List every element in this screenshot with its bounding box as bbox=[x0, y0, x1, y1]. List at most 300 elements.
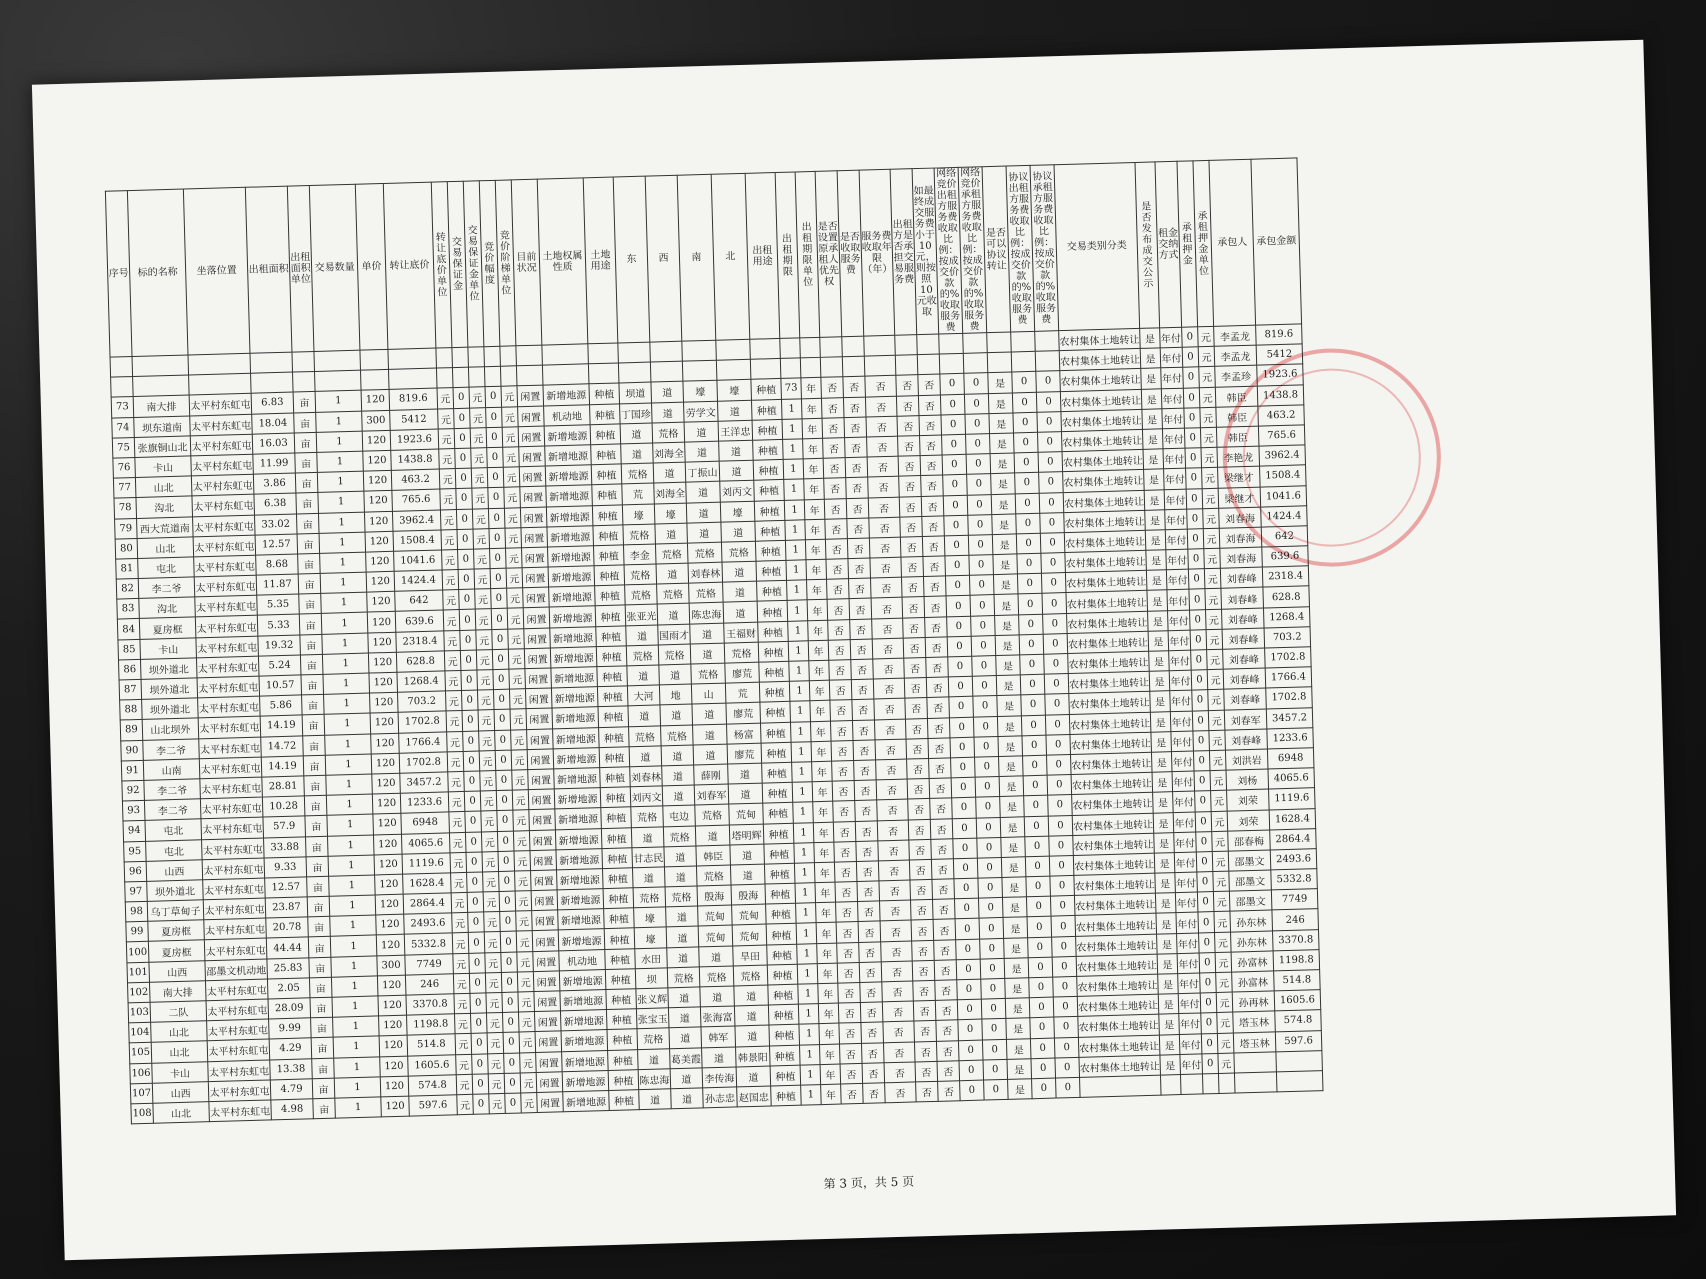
table-cell: 0 bbox=[1186, 468, 1203, 489]
table-cell: 农村集体土地转让 bbox=[1067, 611, 1149, 633]
table-cell: 年 bbox=[807, 600, 828, 621]
table-cell: 0 bbox=[1038, 452, 1063, 473]
table-cell: 元 bbox=[1206, 629, 1223, 650]
table-cell: 4.29 bbox=[269, 1038, 312, 1059]
table-cell: 农村集体土地转让 bbox=[1072, 793, 1154, 815]
table-cell: 年 bbox=[817, 943, 838, 964]
table-cell: 107 bbox=[130, 1083, 153, 1104]
table-cell bbox=[939, 333, 964, 354]
table-cell: 刘海全 bbox=[654, 482, 687, 503]
table-cell: 1 bbox=[324, 713, 371, 734]
table-cell bbox=[1276, 1050, 1323, 1071]
table-cell: 否 bbox=[850, 639, 873, 660]
table-cell: 陈忠海 bbox=[689, 603, 724, 624]
table-cell: 闲置 bbox=[536, 1051, 563, 1072]
column-header: 序号 bbox=[105, 191, 132, 358]
table-cell: 元 bbox=[489, 1093, 506, 1114]
table-cell: 农村集体土地转让 bbox=[1068, 671, 1150, 693]
column-header: 出租期限单位 bbox=[795, 171, 820, 337]
table-cell: 闲置 bbox=[526, 708, 553, 729]
table-cell bbox=[360, 349, 389, 370]
table-cell: 否 bbox=[834, 841, 857, 862]
table-cell: 0 bbox=[461, 670, 478, 691]
table-cell: 年 bbox=[803, 438, 824, 459]
table-cell: 王洋忠 bbox=[718, 420, 753, 441]
table-cell: 0 bbox=[954, 898, 979, 919]
table-cell: 新增地源 bbox=[560, 990, 607, 1011]
table-cell: 是 bbox=[1144, 489, 1165, 510]
table-cell: 荒甸 bbox=[732, 924, 767, 945]
table-cell bbox=[750, 338, 781, 359]
table-cell: 元 bbox=[485, 952, 502, 973]
table-cell: 819.6 bbox=[1256, 324, 1303, 345]
table-cell: 否 bbox=[898, 456, 921, 477]
table-cell: 否 bbox=[841, 1083, 864, 1104]
table-cell: 年 bbox=[801, 378, 822, 399]
table-cell: 是 bbox=[1160, 1054, 1181, 1075]
table-cell: 0 bbox=[501, 972, 518, 993]
table-cell: 年付 bbox=[1165, 509, 1188, 530]
table-cell: 年付 bbox=[1175, 872, 1198, 893]
table-cell: 张宝玉 bbox=[636, 1008, 669, 1029]
table-cell: 1 bbox=[324, 693, 371, 714]
table-cell: 否 bbox=[858, 901, 881, 922]
table-cell: 否 bbox=[875, 739, 907, 760]
table-cell: 否 bbox=[830, 700, 853, 721]
column-header: 北 bbox=[711, 173, 750, 340]
table-cell: 0 bbox=[1045, 714, 1070, 735]
table-cell: 种植 bbox=[761, 742, 792, 763]
column-header: 竞价阶梯单位 bbox=[495, 180, 516, 346]
table-cell: 年付 bbox=[1177, 933, 1200, 954]
table-cell: 闲置 bbox=[527, 729, 554, 750]
table-cell: 元 bbox=[507, 608, 524, 629]
table-cell: 0 bbox=[1186, 488, 1203, 509]
table-cell: 农村集体土地转让 bbox=[1078, 1035, 1160, 1057]
table-cell: 元 bbox=[1199, 367, 1216, 388]
table-cell: 88 bbox=[120, 700, 143, 721]
table-cell: 463.2 bbox=[391, 469, 440, 491]
table-cell: 73 bbox=[111, 397, 134, 418]
table-cell: 元 bbox=[474, 569, 491, 590]
table-cell: 否 bbox=[836, 902, 859, 923]
table-cell: 0 bbox=[461, 690, 478, 711]
table-cell: 道 bbox=[664, 846, 697, 867]
table-cell: 是 bbox=[1007, 1058, 1032, 1079]
table-cell: 是 bbox=[1141, 368, 1162, 389]
table-cell: 新增地源 bbox=[543, 384, 590, 405]
table-cell: 年 bbox=[818, 1003, 839, 1024]
table-cell bbox=[436, 348, 453, 369]
table-cell: 否 bbox=[911, 920, 934, 941]
table-cell: 元 bbox=[473, 528, 490, 549]
table-cell: 否 bbox=[845, 437, 868, 458]
table-cell bbox=[292, 351, 315, 372]
table-cell: 荒格 bbox=[691, 663, 726, 684]
table-cell: 97 bbox=[125, 881, 148, 902]
table-cell: 28.81 bbox=[262, 776, 305, 797]
table-cell: 元 bbox=[487, 1033, 504, 1054]
table-cell: 年 bbox=[809, 680, 830, 701]
table-cell: 否 bbox=[883, 1021, 915, 1042]
table-cell: 2864.4 bbox=[403, 893, 452, 915]
table-cell: 农村集体土地转让 bbox=[1064, 510, 1146, 532]
table-cell: 闲置 bbox=[524, 628, 551, 649]
table-cell: 种植 bbox=[763, 803, 794, 824]
table-cell: 种植 bbox=[594, 565, 625, 586]
table-cell: 亩 bbox=[309, 977, 332, 998]
table-cell: 1198.8 bbox=[407, 1014, 456, 1036]
table-cell: 新增地源 bbox=[559, 969, 606, 990]
table-cell: 否 bbox=[922, 536, 945, 557]
table-cell bbox=[484, 346, 501, 367]
table-cell: 刘春林 bbox=[688, 562, 723, 583]
table-cell: 是 bbox=[1146, 550, 1167, 571]
table-cell: 太平村东虹屯 bbox=[200, 797, 263, 819]
table-cell bbox=[1234, 1052, 1277, 1073]
table-cell: 刘丙文 bbox=[630, 786, 663, 807]
table-cell: 1508.4 bbox=[1260, 465, 1307, 486]
table-cell: 14.19 bbox=[260, 715, 303, 736]
table-cell: 年付 bbox=[1170, 690, 1193, 711]
table-cell: 农村集体土地转让 bbox=[1078, 1015, 1160, 1037]
table-cell: 0 bbox=[952, 818, 977, 839]
table-cell: 种植 bbox=[601, 807, 632, 828]
table-cell: 亩 bbox=[304, 795, 327, 816]
table-cell bbox=[750, 359, 781, 380]
table-cell: 是 bbox=[1140, 328, 1161, 349]
table-cell: 0 bbox=[953, 858, 978, 879]
table-cell: 1766.4 bbox=[1265, 667, 1312, 688]
table-cell: 荒格 bbox=[687, 542, 722, 563]
table-cell: 0 bbox=[460, 650, 477, 671]
table-cell: 荒甸 bbox=[732, 904, 767, 925]
table-cell: 年 bbox=[815, 882, 836, 903]
table-cell bbox=[800, 358, 821, 379]
table-cell: 0 bbox=[1023, 775, 1048, 796]
table-cell: 0 bbox=[1023, 755, 1048, 776]
table-cell: 亩 bbox=[302, 715, 325, 736]
table-cell: 种植 bbox=[751, 379, 782, 400]
table-cell: 否 bbox=[825, 518, 848, 539]
table-cell: 太平村东虹屯 bbox=[202, 858, 265, 880]
table-cell: 道 bbox=[652, 402, 685, 423]
table-cell: 否 bbox=[825, 539, 848, 560]
table-cell: 否 bbox=[823, 458, 846, 479]
table-cell: 屯北 bbox=[145, 819, 202, 841]
table-cell: 道 bbox=[723, 581, 758, 602]
table-cell: 否 bbox=[921, 475, 944, 496]
table-cell: 是 bbox=[1145, 530, 1166, 551]
table-cell: 元 bbox=[443, 590, 460, 611]
table-cell: 太平村东虹屯 bbox=[204, 918, 267, 940]
table-cell: 坝外道北 bbox=[147, 880, 204, 902]
table-cell bbox=[618, 362, 651, 383]
table-cell: 荒格 bbox=[633, 887, 666, 908]
table-cell: 0 bbox=[1019, 614, 1044, 635]
table-cell: 年 bbox=[803, 458, 824, 479]
table-cell: 荒格 bbox=[621, 463, 654, 484]
table-cell: 2493.6 bbox=[1270, 849, 1317, 870]
table-cell: 1 bbox=[330, 915, 377, 936]
table-cell: 1438.8 bbox=[1257, 384, 1304, 405]
table-cell: 120 bbox=[379, 1015, 408, 1036]
table-cell: 闲置 bbox=[530, 850, 557, 871]
table-cell: 韩臣 bbox=[1216, 426, 1259, 447]
table-cell: 农村集体土地转让 bbox=[1071, 772, 1153, 794]
table-cell: 0 bbox=[1017, 553, 1042, 574]
column-header: 东 bbox=[613, 176, 650, 343]
table-cell: 0 bbox=[1193, 751, 1210, 772]
table-cell: 0 bbox=[1192, 710, 1209, 731]
table-cell bbox=[484, 366, 501, 387]
table-cell: 120 bbox=[373, 834, 402, 855]
table-cell: 否 bbox=[904, 657, 927, 678]
table-cell: 0 bbox=[1197, 872, 1214, 893]
table-cell: 120 bbox=[379, 1036, 408, 1057]
table-cell: 元 bbox=[470, 407, 487, 428]
table-cell: 种植 bbox=[757, 601, 788, 622]
table-cell: 81 bbox=[116, 558, 139, 579]
table-cell: 否 bbox=[906, 738, 929, 759]
table-cell: 年 bbox=[804, 479, 825, 500]
table-cell: 597.6 bbox=[409, 1095, 458, 1117]
table-cell: 太平村东虹屯 bbox=[194, 555, 257, 577]
table-cell: 年 bbox=[806, 559, 827, 580]
table-cell: 太平村东虹屯 bbox=[201, 817, 264, 839]
table-cell: 年付 bbox=[1161, 368, 1184, 389]
table-cell: 0 bbox=[487, 467, 504, 488]
table-cell: 否 bbox=[852, 699, 875, 720]
table-cell: 是 bbox=[1151, 731, 1172, 752]
table-cell: 1 bbox=[320, 572, 367, 593]
table-cell: 120 bbox=[375, 894, 404, 915]
table-cell: 574.8 bbox=[1275, 1010, 1322, 1031]
table-cell: 闲置 bbox=[532, 930, 559, 951]
table-cell: 否 bbox=[919, 415, 942, 436]
table-cell: 3962.4 bbox=[1259, 445, 1306, 466]
table-cell: 0 bbox=[1183, 367, 1200, 388]
table-cell: 0 bbox=[503, 1032, 520, 1053]
column-header: 如最终成交服务费小于10元，则按照10元收取 bbox=[912, 168, 939, 335]
table-cell: 道 bbox=[632, 867, 665, 888]
table-cell: 邵墨文 bbox=[1228, 850, 1271, 871]
table-cell: 0 bbox=[1020, 674, 1045, 695]
table-cell: 闲置 bbox=[524, 648, 551, 669]
table-cell: 1233.6 bbox=[400, 792, 449, 814]
table-cell: 1 bbox=[791, 741, 812, 762]
table-cell: 0 bbox=[954, 878, 979, 899]
table-cell: 李艳龙 bbox=[1217, 446, 1260, 467]
table-cell: 山北 bbox=[137, 537, 194, 559]
table-cell: 种植 bbox=[593, 545, 624, 566]
table-cell: 120 bbox=[368, 652, 397, 673]
table-cell: 新增地源 bbox=[551, 667, 598, 688]
table-cell: 否 bbox=[900, 536, 923, 557]
table-cell: 年付 bbox=[1180, 1054, 1203, 1075]
table-cell: 0 bbox=[1199, 932, 1216, 953]
table-cell: 太平村东虹屯 bbox=[190, 414, 253, 436]
table-cell: 120 bbox=[371, 753, 400, 774]
table-cell: 年付 bbox=[1168, 610, 1191, 631]
table-cell: 刘春峰 bbox=[1223, 668, 1266, 689]
table-cell: 元 bbox=[520, 1072, 537, 1093]
table-cell: 0 bbox=[980, 938, 1005, 959]
table-cell: 0 bbox=[982, 1039, 1007, 1060]
table-cell: 道 bbox=[730, 844, 765, 865]
table-cell: 亩 bbox=[304, 775, 327, 796]
table-cell: 张义辉 bbox=[636, 988, 669, 1009]
table-cell: 年 bbox=[814, 842, 835, 863]
table-cell: 86 bbox=[118, 659, 141, 680]
table-cell: 0 bbox=[1036, 371, 1061, 392]
table-cell: 1041.6 bbox=[394, 550, 443, 572]
table-cell: 120 bbox=[380, 1056, 409, 1077]
table-cell: 年 bbox=[812, 781, 833, 802]
table-cell: 84 bbox=[117, 619, 140, 640]
table-cell: 元 bbox=[1203, 508, 1220, 529]
table-cell: 荒格 bbox=[623, 524, 656, 545]
table-cell: 1 bbox=[797, 963, 818, 984]
table-cell: 否 bbox=[872, 638, 904, 659]
table-cell: 刘春峰 bbox=[1220, 567, 1263, 588]
table-cell: 元 bbox=[1207, 649, 1224, 670]
table-cell: 塔明辉 bbox=[729, 824, 764, 845]
table-cell: 刘春海 bbox=[1219, 527, 1262, 548]
table-cell: 628.8 bbox=[1263, 586, 1310, 607]
table-cell: 1 bbox=[331, 976, 378, 997]
table-cell: 0 bbox=[462, 710, 479, 731]
table-cell bbox=[516, 365, 543, 386]
column-header: 交易保证金 bbox=[447, 181, 468, 347]
table-cell: 太平村东虹屯 bbox=[199, 737, 262, 759]
table-cell: 元 bbox=[479, 750, 496, 771]
table-cell: 元 bbox=[453, 973, 470, 994]
table-cell: 道 bbox=[736, 1066, 771, 1087]
table-cell: 1 bbox=[783, 439, 804, 460]
table-cell: 机动地 bbox=[559, 949, 606, 970]
table-cell: 元 bbox=[1204, 568, 1221, 589]
table-cell: 否 bbox=[867, 456, 899, 477]
table-cell: 0 bbox=[488, 508, 505, 529]
table-cell: 1 bbox=[796, 903, 817, 924]
table-cell bbox=[500, 346, 517, 367]
table-cell bbox=[895, 335, 918, 356]
table-cell: 703.2 bbox=[1264, 627, 1311, 648]
table-cell: 9.33 bbox=[264, 857, 307, 878]
table-cell: 0 bbox=[1039, 472, 1064, 493]
table-cell: 1 bbox=[790, 701, 811, 722]
table-cell: 否 bbox=[898, 436, 921, 457]
table-cell: 否 bbox=[907, 779, 930, 800]
table-cell: 种植 bbox=[596, 646, 627, 667]
table-cell: 1 bbox=[316, 411, 363, 432]
table-cell: 道 bbox=[695, 825, 730, 846]
table-cell: 0 bbox=[1048, 795, 1073, 816]
table-cell: 新增地源 bbox=[544, 425, 591, 446]
table-cell: 514.8 bbox=[407, 1034, 456, 1056]
table-cell: 574.8 bbox=[408, 1075, 457, 1097]
table-cell: 年付 bbox=[1166, 549, 1189, 570]
table-cell: 沟北 bbox=[136, 496, 193, 518]
table-cell: 1 bbox=[321, 613, 368, 634]
table-cell: 南大排 bbox=[149, 981, 206, 1003]
table-cell: 0 bbox=[1030, 1017, 1055, 1038]
table-cell: 元 bbox=[520, 1052, 537, 1073]
table-cell: 否 bbox=[840, 1063, 863, 1084]
table-cell: 种植 bbox=[768, 984, 799, 1005]
table-cell: 否 bbox=[832, 781, 855, 802]
table-cell: 年 bbox=[805, 539, 826, 560]
table-cell: 元 bbox=[446, 711, 463, 732]
page-footer: 第 3 页，共 5 页 bbox=[823, 1174, 915, 1192]
column-header: 单价 bbox=[355, 183, 388, 350]
table-cell: 梁继才 bbox=[1218, 487, 1261, 508]
table-cell: 荒格 bbox=[699, 966, 734, 987]
table-cell: 否 bbox=[930, 818, 953, 839]
table-cell: 种植 bbox=[606, 989, 637, 1010]
table-cell: 道 bbox=[664, 866, 697, 887]
table-cell: 0 bbox=[497, 810, 514, 831]
table-cell: 刘春林 bbox=[630, 766, 663, 787]
table-cell: 0 bbox=[496, 770, 513, 791]
table-cell: 是 bbox=[1000, 816, 1025, 837]
table-cell: 太平村东虹屯 bbox=[198, 716, 261, 738]
table-cell: 0 bbox=[1195, 791, 1212, 812]
table-cell: 元 bbox=[507, 588, 524, 609]
table-cell: 荒格 bbox=[624, 564, 657, 585]
table-cell: 农村集体土地转让 bbox=[1072, 813, 1154, 835]
table-cell: 刘洪岩 bbox=[1225, 749, 1268, 770]
table-cell: 种植 bbox=[602, 847, 633, 868]
table-cell: 元 bbox=[445, 670, 462, 691]
table-cell: 否 bbox=[883, 1042, 915, 1063]
table-cell: 种植 bbox=[753, 460, 784, 481]
column-header: 出租期限 bbox=[775, 172, 800, 338]
table-cell: 否 bbox=[863, 1083, 886, 1104]
table-cell: 120 bbox=[367, 612, 396, 633]
table-cell: 0 bbox=[959, 1060, 984, 1081]
table-cell: 0 bbox=[1015, 473, 1040, 494]
table-cell: 塔玉林 bbox=[1233, 1031, 1276, 1052]
table-cell: 0 bbox=[505, 1093, 522, 1114]
table-cell: 否 bbox=[909, 859, 932, 880]
table-cell: 0 bbox=[453, 388, 470, 409]
table-cell: 0 bbox=[456, 488, 473, 509]
table-cell: 1 bbox=[798, 984, 819, 1005]
table-cell: 种植 bbox=[590, 424, 621, 445]
table-cell: 否 bbox=[880, 920, 912, 941]
table-cell: 0 bbox=[1200, 993, 1217, 1014]
table-cell: 6948 bbox=[401, 812, 450, 834]
table-cell: 年付 bbox=[1178, 993, 1201, 1014]
table-cell: 太平村东虹屯 bbox=[208, 1080, 271, 1102]
table-cell: 亩 bbox=[295, 452, 318, 473]
table-cell: 元 bbox=[511, 729, 528, 750]
table-cell: 种植 bbox=[751, 399, 782, 420]
table-cell: 0 bbox=[1183, 387, 1200, 408]
table-cell: 新增地源 bbox=[561, 1030, 608, 1051]
table-cell: 闲置 bbox=[531, 870, 558, 891]
table-cell: 种植 bbox=[754, 500, 785, 521]
table-cell: 元 bbox=[477, 690, 494, 711]
table-cell: 1 bbox=[788, 641, 809, 662]
table-cell: 闲置 bbox=[531, 890, 558, 911]
table-cell: 否 bbox=[908, 819, 931, 840]
table-cell: 0 bbox=[500, 931, 517, 952]
table-cell: 新增地源 bbox=[549, 586, 596, 607]
table-cell: 年 bbox=[809, 660, 830, 681]
